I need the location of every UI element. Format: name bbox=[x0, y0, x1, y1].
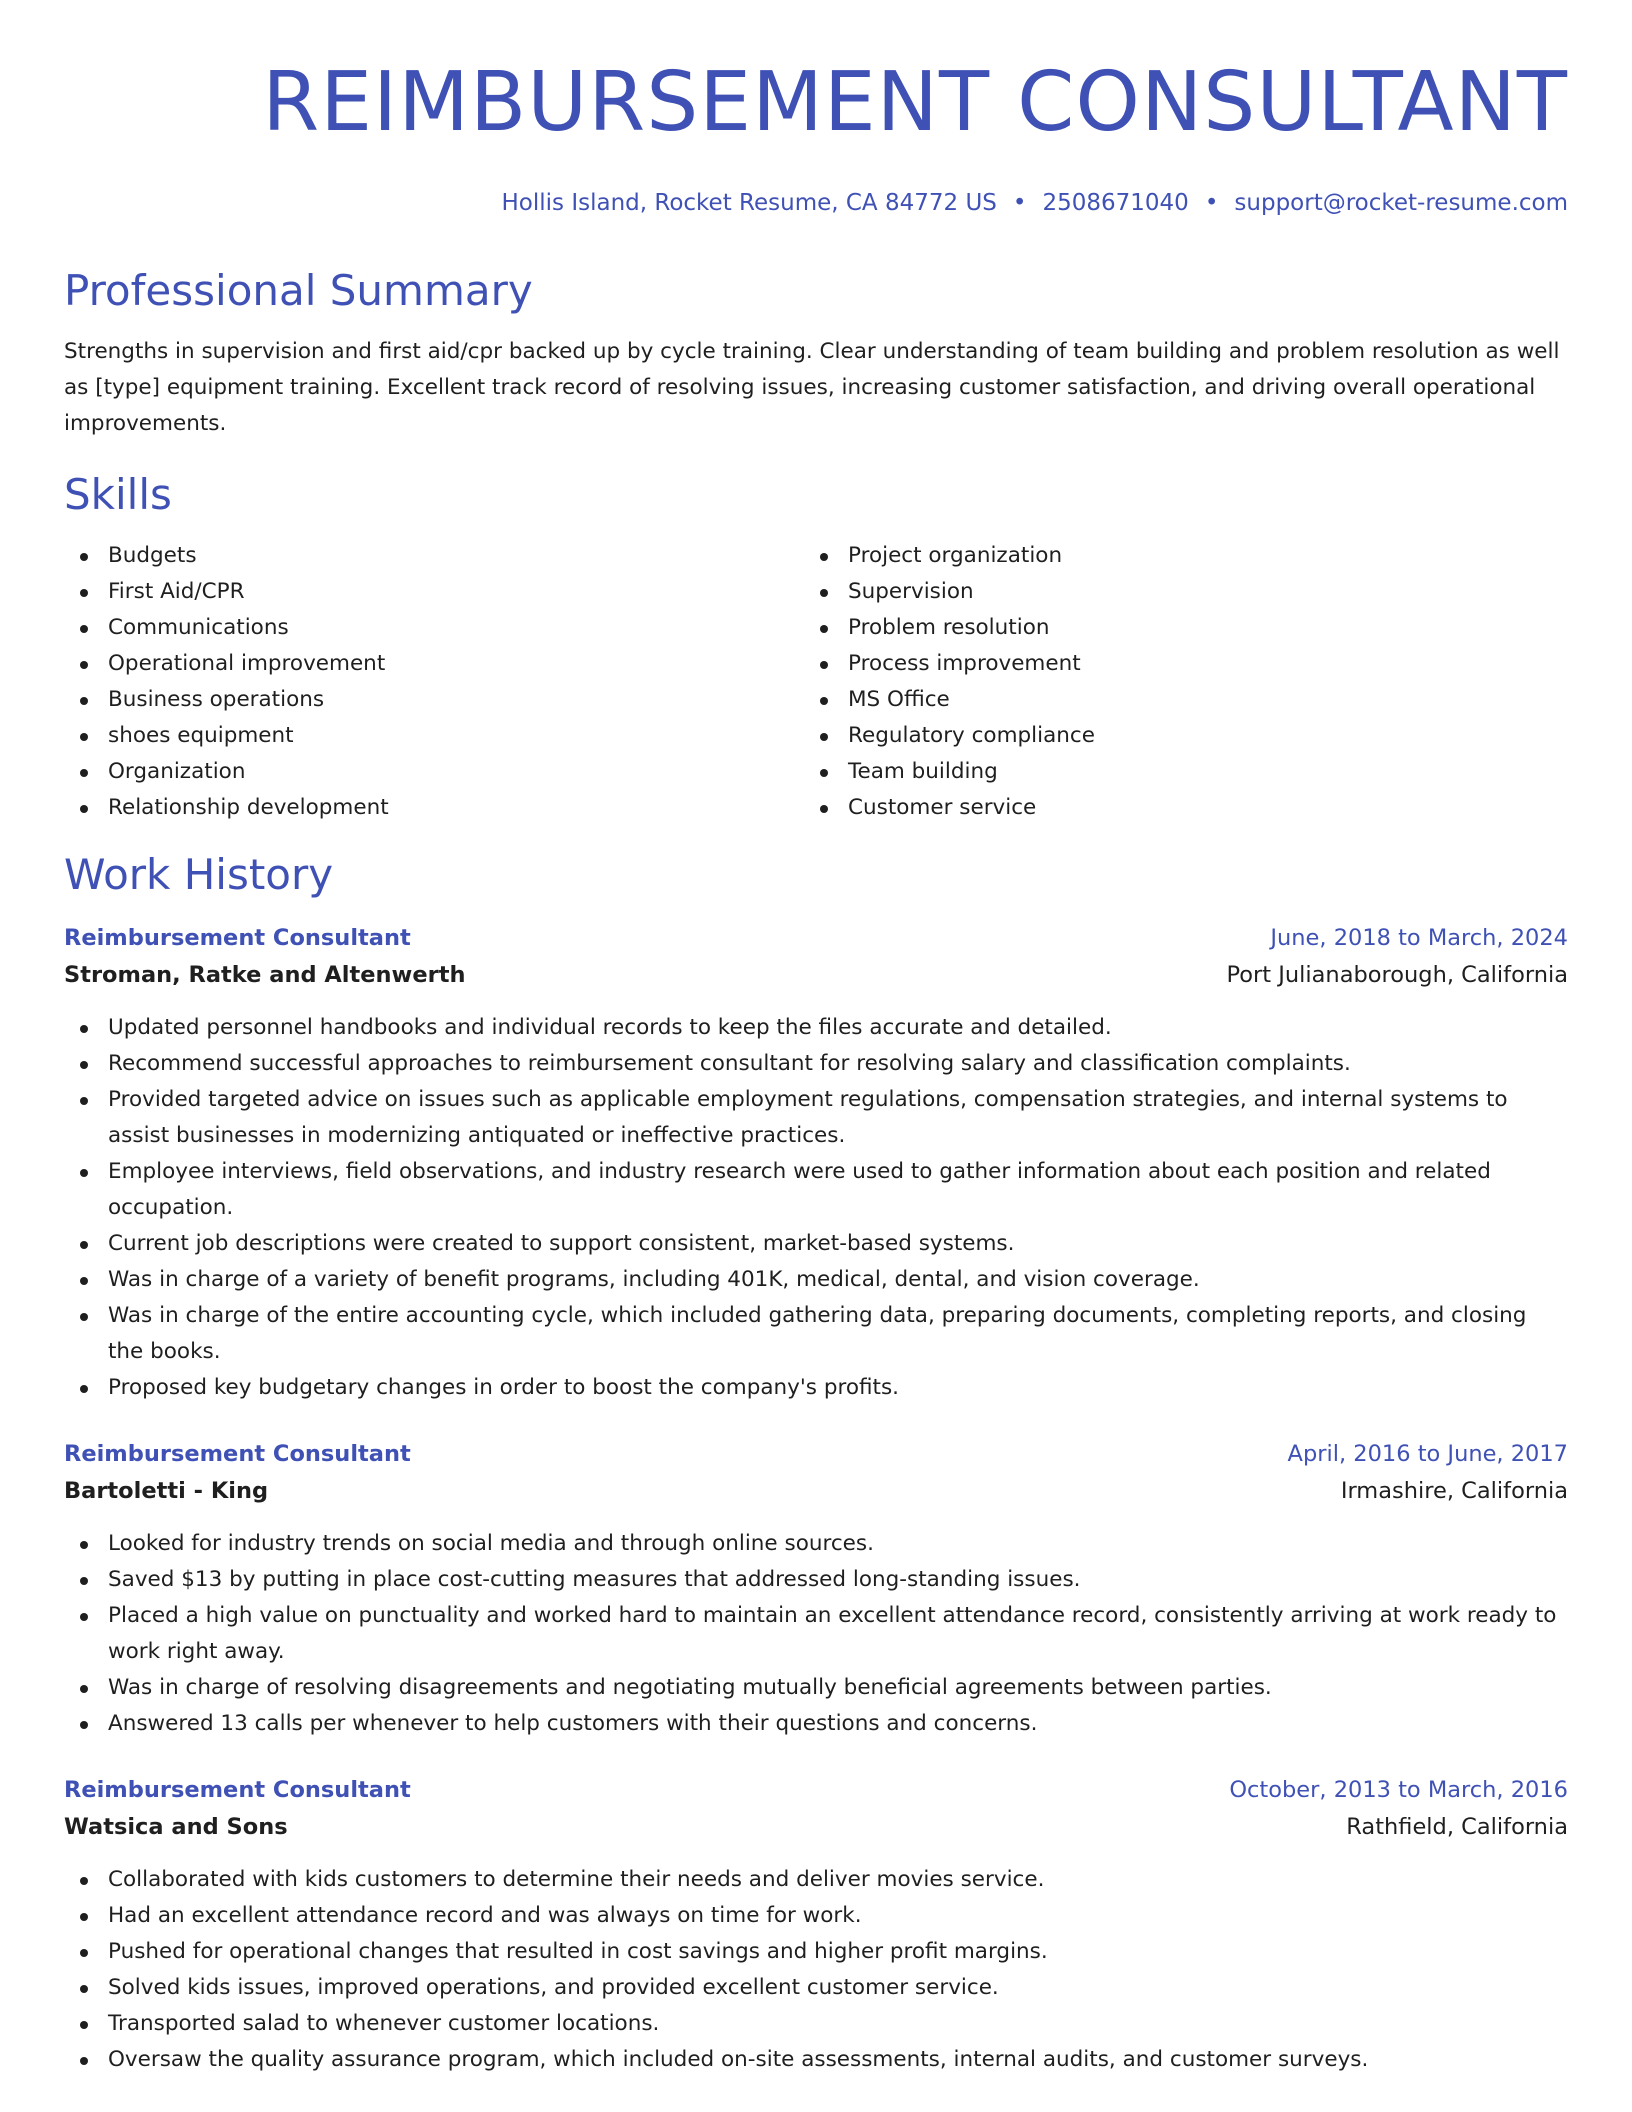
job-bullet: Updated personnel handbooks and individual records to keep the files accurate and detailed. bbox=[64, 1010, 1568, 1046]
job-location: Rathfield, California bbox=[1346, 1814, 1568, 1840]
job-title: Reimbursement Consultant bbox=[64, 925, 411, 951]
skill-item: shoes equipment bbox=[64, 718, 804, 754]
skill-item: MS Office bbox=[804, 682, 1544, 718]
job-title-row bbox=[64, 1772, 1568, 1808]
skills-section bbox=[64, 468, 1568, 826]
skill-item: Budgets bbox=[64, 538, 804, 574]
skill-item: Team building bbox=[804, 754, 1544, 790]
job-title: Reimbursement Consultant bbox=[64, 1441, 411, 1467]
job-location: Port Julianaborough, California bbox=[1226, 962, 1568, 988]
job-company: Stroman, Ratke and Altenwerth bbox=[64, 962, 466, 988]
job-bullet: Answered 13 calls per whenever to help customers with their questions and concerns. bbox=[64, 1706, 1568, 1742]
candidate-name: REIMBURSEMENT CONSULTANT bbox=[262, 55, 1568, 150]
job-bullet: Pushed for operational changes that resulted in cost savings and higher profit margins. bbox=[64, 1934, 1568, 1970]
job-title-row bbox=[64, 920, 1568, 956]
job-bullet: Employee interviews, field observations, and industry research were used to gather information about each position and related occupation. bbox=[64, 1154, 1568, 1226]
contact-separator: • bbox=[1012, 190, 1027, 216]
skill-item: Operational improvement bbox=[64, 646, 804, 682]
job-bullet: Oversaw the quality assurance program, which included on-site assessments, internal audits, and customer surveys. bbox=[64, 2042, 1568, 2078]
job-company-row bbox=[64, 1472, 1568, 1510]
job-entry bbox=[64, 920, 1568, 1406]
skills-list-left bbox=[64, 538, 804, 826]
job-bullet: Transported salad to whenever customer locations. bbox=[64, 2006, 1568, 2042]
job-company-row bbox=[64, 1808, 1568, 1846]
skill-item: First Aid/CPR bbox=[64, 574, 804, 610]
job-entry bbox=[64, 1772, 1568, 2078]
job-dates: April, 2016 to June, 2017 bbox=[1287, 1441, 1568, 1467]
job-bullet: Was in charge of the entire accounting cycle, which included gathering data, preparing documents, completing reports, and closing the books. bbox=[64, 1298, 1568, 1370]
skill-item: Regulatory compliance bbox=[804, 718, 1544, 754]
job-bullets bbox=[64, 1526, 1568, 1742]
job-bullet: Was in charge of resolving disagreements and negotiating mutually beneficial agreements between parties. bbox=[64, 1670, 1568, 1706]
job-bullet: Recommend successful approaches to reimbursement consultant for resolving salary and classification complaints. bbox=[64, 1046, 1568, 1082]
job-bullet: Provided targeted advice on issues such as applicable employment regulations, compensation strategies, and internal systems to assist businesses in modernizing antiquated or ineffective practices. bbox=[64, 1082, 1568, 1154]
summary-section bbox=[64, 264, 1568, 442]
skills-heading: Skills bbox=[64, 470, 172, 519]
skill-item: Business operations bbox=[64, 682, 804, 718]
contact-email[interactable]: support@rocket-resume.com bbox=[1234, 190, 1568, 216]
job-bullet: Proposed key budgetary changes in order to boost the company's profits. bbox=[64, 1370, 1568, 1406]
job-dates: October, 2013 to March, 2016 bbox=[1229, 1777, 1568, 1803]
job-bullet: Was in charge of a variety of benefit programs, including 401K, medical, dental, and vision coverage. bbox=[64, 1262, 1568, 1298]
job-title-row bbox=[64, 1436, 1568, 1472]
skill-item: Organization bbox=[64, 754, 804, 790]
skill-item: Project organization bbox=[804, 538, 1544, 574]
skill-item: Problem resolution bbox=[804, 610, 1544, 646]
summary-heading: Professional Summary bbox=[64, 266, 533, 315]
skill-item: Relationship development bbox=[64, 790, 804, 826]
job-title: Reimbursement Consultant bbox=[64, 1777, 411, 1803]
skills-list-right bbox=[804, 538, 1544, 826]
skill-item: Process improvement bbox=[804, 646, 1544, 682]
job-location: Irmashire, California bbox=[1340, 1478, 1568, 1504]
job-company: Watsica and Sons bbox=[64, 1814, 288, 1840]
job-bullet: Placed a high value on punctuality and worked hard to maintain an excellent attendance record, consistently arriving at work ready to work right away. bbox=[64, 1598, 1568, 1670]
skill-item: Communications bbox=[64, 610, 804, 646]
skill-item: Supervision bbox=[804, 574, 1544, 610]
job-entry bbox=[64, 1436, 1568, 1742]
contact-separator: • bbox=[1204, 190, 1219, 216]
job-bullet: Solved kids issues, improved operations, and provided excellent customer service. bbox=[64, 1970, 1568, 2006]
work-history-section bbox=[64, 848, 1568, 2078]
contact-phone[interactable]: 2508671040 bbox=[1042, 190, 1189, 216]
work-history-heading: Work History bbox=[64, 850, 334, 899]
job-bullets bbox=[64, 1862, 1568, 2078]
job-bullets bbox=[64, 1010, 1568, 1406]
summary-text: Strengths in supervision and first aid/cpr backed up by cycle training. Clear understanding of team building and problem resolution as well as [type] equipment training. Excellent track record of resolving issues, increasing customer satisfaction, and driving overall operational improvements. bbox=[64, 339, 1560, 436]
skill-item: Customer service bbox=[804, 790, 1544, 826]
contact-address: Hollis Island, Rocket Resume, CA 84772 US bbox=[501, 190, 997, 216]
job-bullet: Had an excellent attendance record and was always on time for work. bbox=[64, 1898, 1568, 1934]
job-bullet: Looked for industry trends on social media and through online sources. bbox=[64, 1526, 1568, 1562]
job-bullet: Saved $13 by putting in place cost-cutting measures that addressed long-standing issues. bbox=[64, 1562, 1568, 1598]
contact-line bbox=[64, 188, 1568, 218]
job-company-row bbox=[64, 956, 1568, 994]
job-bullet: Current job descriptions were created to support consistent, market-based systems. bbox=[64, 1226, 1568, 1262]
job-dates: June, 2018 to March, 2024 bbox=[1270, 925, 1568, 951]
job-bullet: Collaborated with kids customers to determine their needs and deliver movies service. bbox=[64, 1862, 1568, 1898]
resume-header bbox=[64, 0, 1568, 218]
job-company: Bartoletti - King bbox=[64, 1478, 269, 1504]
skills-grid bbox=[64, 538, 1568, 826]
